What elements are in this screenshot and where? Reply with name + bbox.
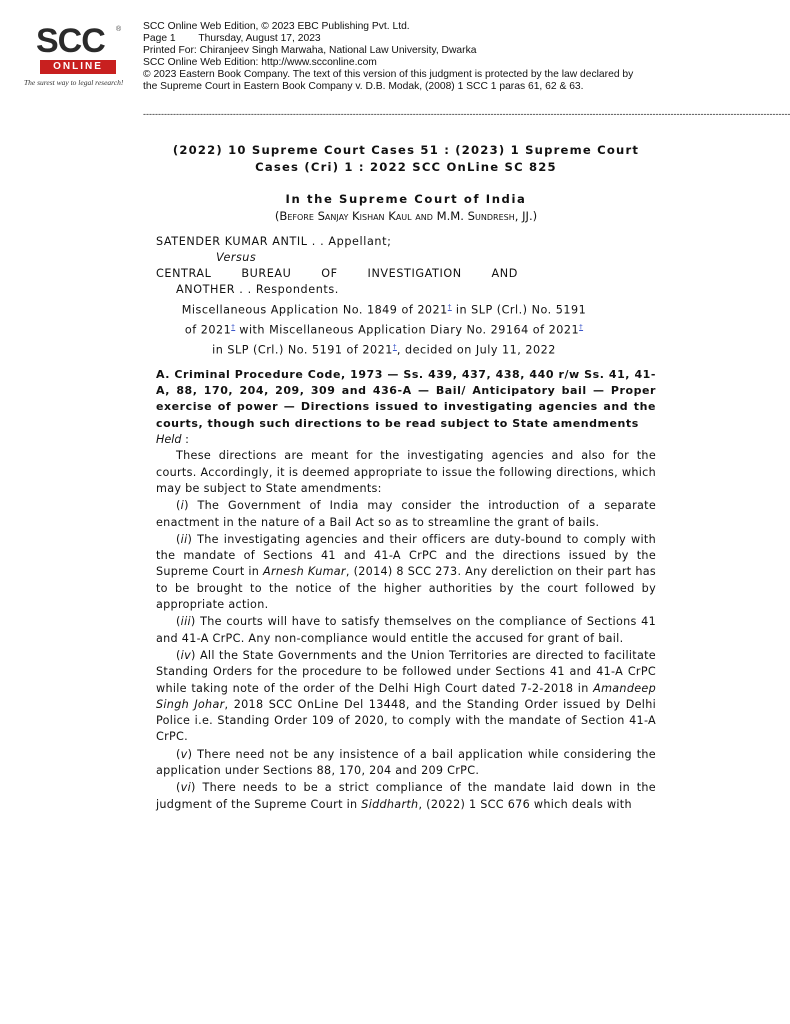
bench <box>156 208 656 224</box>
respondent-word: CENTRAL <box>156 267 212 281</box>
direction-number: ii <box>180 532 188 546</box>
respondent-word: BUREAU <box>241 267 292 281</box>
case-number-line-3 <box>156 339 612 359</box>
paragraph-direction-vi: (vi) There needs to be a strict compliance of the mandate laid down in the judgment of the Supreme Court in Siddharth, (2022) 1 SCC 676 which deals with <box>156 781 656 811</box>
case-number-line-1 <box>156 299 612 319</box>
paragraph-direction-iv: (iv) All the State Governments and the Union Territories are directed to facilitate Standing Orders for the procedure to be followed under Sections 41 and 41-A CrPC while taking note of the order of the Delhi High Court dated 7-2-2018 in Amandeep Singh Johar, 2018 SCC OnLine Del 13448, and the Standing Order issued by Delhi Police i.e. Standing Order 109 of 2020, to comply with the mandate of Section 41-A CrPC. <box>156 648 657 744</box>
header-website: SCC Online Web Edition: http://www.scconline.com <box>143 57 377 68</box>
case-name: Amandeep Singh Johar <box>156 681 656 711</box>
direction-text: There needs to be a strict compliance of the mandate laid down in the judgment of the Supreme Court in <box>156 781 656 811</box>
misc-text: of 2021 <box>184 323 232 337</box>
footnote-link[interactable]: † <box>579 322 584 331</box>
bench-initials: M.M. <box>432 209 468 224</box>
respondent <box>156 266 656 299</box>
header-printed-for: Printed For: Chiranjeev Singh Marwaha, National Law University, Dwarka <box>143 45 477 56</box>
direction-text: , 2018 SCC OnLine Del 13448, and the Standing Order issued by Delhi Police i.e. Standing Order 109 of 2020, to comply with the mandate of Section 41-A CrPC. <box>156 697 657 744</box>
headnote: A. Criminal Procedure Code, 1973 — Ss. 439, 437, 438, 440 r/w Ss. 41, 41-A, 88, 170, 204, 209, 309 and 436-A — Bail/ Anticipatory bail — Proper exercise of power — Directions issued to investigating agencies and the courts, though such directions to be read subject to State amendments <box>156 367 656 430</box>
case-number <box>156 299 656 359</box>
bench-close-paren: ) <box>532 209 538 224</box>
footnote-link[interactable]: † <box>447 302 452 311</box>
logo-brand: SCC <box>36 22 105 60</box>
appellant: SATENDER KUMAR ANTIL . . Appellant; <box>156 234 392 248</box>
paragraph-direction-i: (i) The Government of India may consider the introduction of a separate enactment in the nature of a Bail Act so as to streamline the grant of bails. <box>156 499 656 529</box>
direction-number: iii <box>180 615 191 629</box>
paragraph-direction-ii: (ii) The investigating agencies and their officers are duty-bound to comply with the mandate of Sections 41 and 41-A CrPC and the directions issued by the Supreme Court in Arnesh Kumar, (2014) 8 SCC 273. Any dereliction on their part has to be brought to the notice of the higher authorities by the court followed by appropriate action. <box>156 532 657 612</box>
header-page-date: Page 1 Thursday, August 17, 2023 <box>143 33 321 44</box>
logo-online-band: ONLINE <box>40 60 116 74</box>
direction-number: vi <box>180 781 192 795</box>
misc-text: , decided on July 11, 2022 <box>396 343 556 357</box>
direction-text: The Government of India may consider the introduction of a separate enactment in the nature of a Bail Act so as to streamline the grant of bails. <box>156 499 656 529</box>
header-copyright: © 2023 Eastern Book Company. The text of this version of this judgment is protected by the law declared by the Supreme Court in Eastern Book Company v. D.B. Modak, (2008) 1 SCC 1 paras 61, 62 & 63. <box>143 69 634 92</box>
bench-open-paren: ( <box>274 209 280 224</box>
held-word: Held <box>156 433 182 447</box>
logo-registered-mark: ® <box>116 26 122 33</box>
header-separator: ------------------------------------------------------------------------------------------------------------------------------------------------------------------------------------------------------------------------ <box>143 109 790 119</box>
print-header <box>143 21 643 93</box>
direction-text: The investigating agencies and their officers are duty-bound to comply with the mandate of Sections 41 and 41-A CrPC and the directions issued by the Supreme Court in <box>156 532 656 579</box>
court-name: In the Supreme Court of India <box>285 192 527 206</box>
case-number-line-2 <box>156 319 612 339</box>
paragraph-intro: These directions are meant for the investigating agencies and also for the courts. Accordingly, it is deemed appropriate to issue the following directions, which may be subject to State amendments: <box>156 449 656 495</box>
misc-text: in SLP (Crl.) No. 5191 <box>451 303 587 317</box>
respondent-word: INVESTIGATION <box>367 267 462 281</box>
misc-text: with Miscellaneous Application Diary No. 29164 of 2021 <box>235 323 580 337</box>
direction-text: , (2022) 1 SCC 676 which deals with <box>418 797 632 811</box>
direction-text: There need not be any insistence of a bail application while considering the application under Sections 88, 170, 204 and 209 CrPC. <box>156 747 656 777</box>
logo-tagline: The surest way to legal research! <box>24 78 124 87</box>
scc-online-logo <box>24 24 134 94</box>
paragraph-direction-iii: (iii) The courts will have to satisfy themselves on the compliance of Sections 41 and 41-A CrPC. Any non-compliance would entitle the accused for grant of bail. <box>156 615 656 645</box>
paragraph-direction-v: (v) There need not be any insistence of a bail application while considering the application under Sections 88, 170, 204 and 209 CrPC. <box>156 747 656 777</box>
direction-text: The courts will have to satisfy themselves on the compliance of Sections 41 and 41-A CrPC. Any non-compliance would entitle the accused for grant of bail. <box>156 615 656 645</box>
direction-number: iv <box>180 648 192 662</box>
held-label <box>156 432 656 448</box>
case-citation: (2022) 10 Supreme Court Cases 51 : (2023) 1 Supreme Court Cases (Cri) 1 : 2022 SCC OnLine SC 825 <box>172 143 640 174</box>
case-name: Siddharth <box>361 797 419 811</box>
direction-number: v <box>180 747 188 761</box>
bench-before: Before Sanjay Kishan Kaul and <box>279 209 433 224</box>
versus: Versus <box>216 250 257 264</box>
header-edition: SCC Online Web Edition, © 2023 EBC Publishing Pvt. Ltd. <box>143 21 410 32</box>
held-colon: : <box>181 433 189 447</box>
respondent-word: AND <box>491 267 518 281</box>
misc-text: in SLP (Crl.) No. 5191 of 2021 <box>212 343 393 357</box>
judgment-body <box>156 142 656 813</box>
respondent-line-1 <box>156 266 518 282</box>
direction-text: , (2014) 8 SCC 273. Any dereliction on their part has to be brought to the notice of the higher authorities by the court followed by appropriate action. <box>156 565 657 612</box>
case-name: Arnesh Kumar <box>263 565 346 579</box>
direction-text: All the State Governments and the Union Territories are directed to facilitate Standing Orders for the procedure to be followed under Sections 41 and 41-A CrPC while taking note of the order of the Delhi High Court dated 7-2-2018 in <box>156 648 656 695</box>
misc-text: Miscellaneous Application No. 1849 of 2021 <box>181 303 448 317</box>
respondent-word: OF <box>321 267 338 281</box>
respondent-line-2: ANOTHER . . Respondents. <box>176 283 339 297</box>
direction-number: i <box>180 499 185 513</box>
footnote-link[interactable]: † <box>392 342 397 351</box>
footnote-link[interactable]: † <box>231 322 236 331</box>
bench-last: Sundresh, JJ. <box>467 209 533 224</box>
